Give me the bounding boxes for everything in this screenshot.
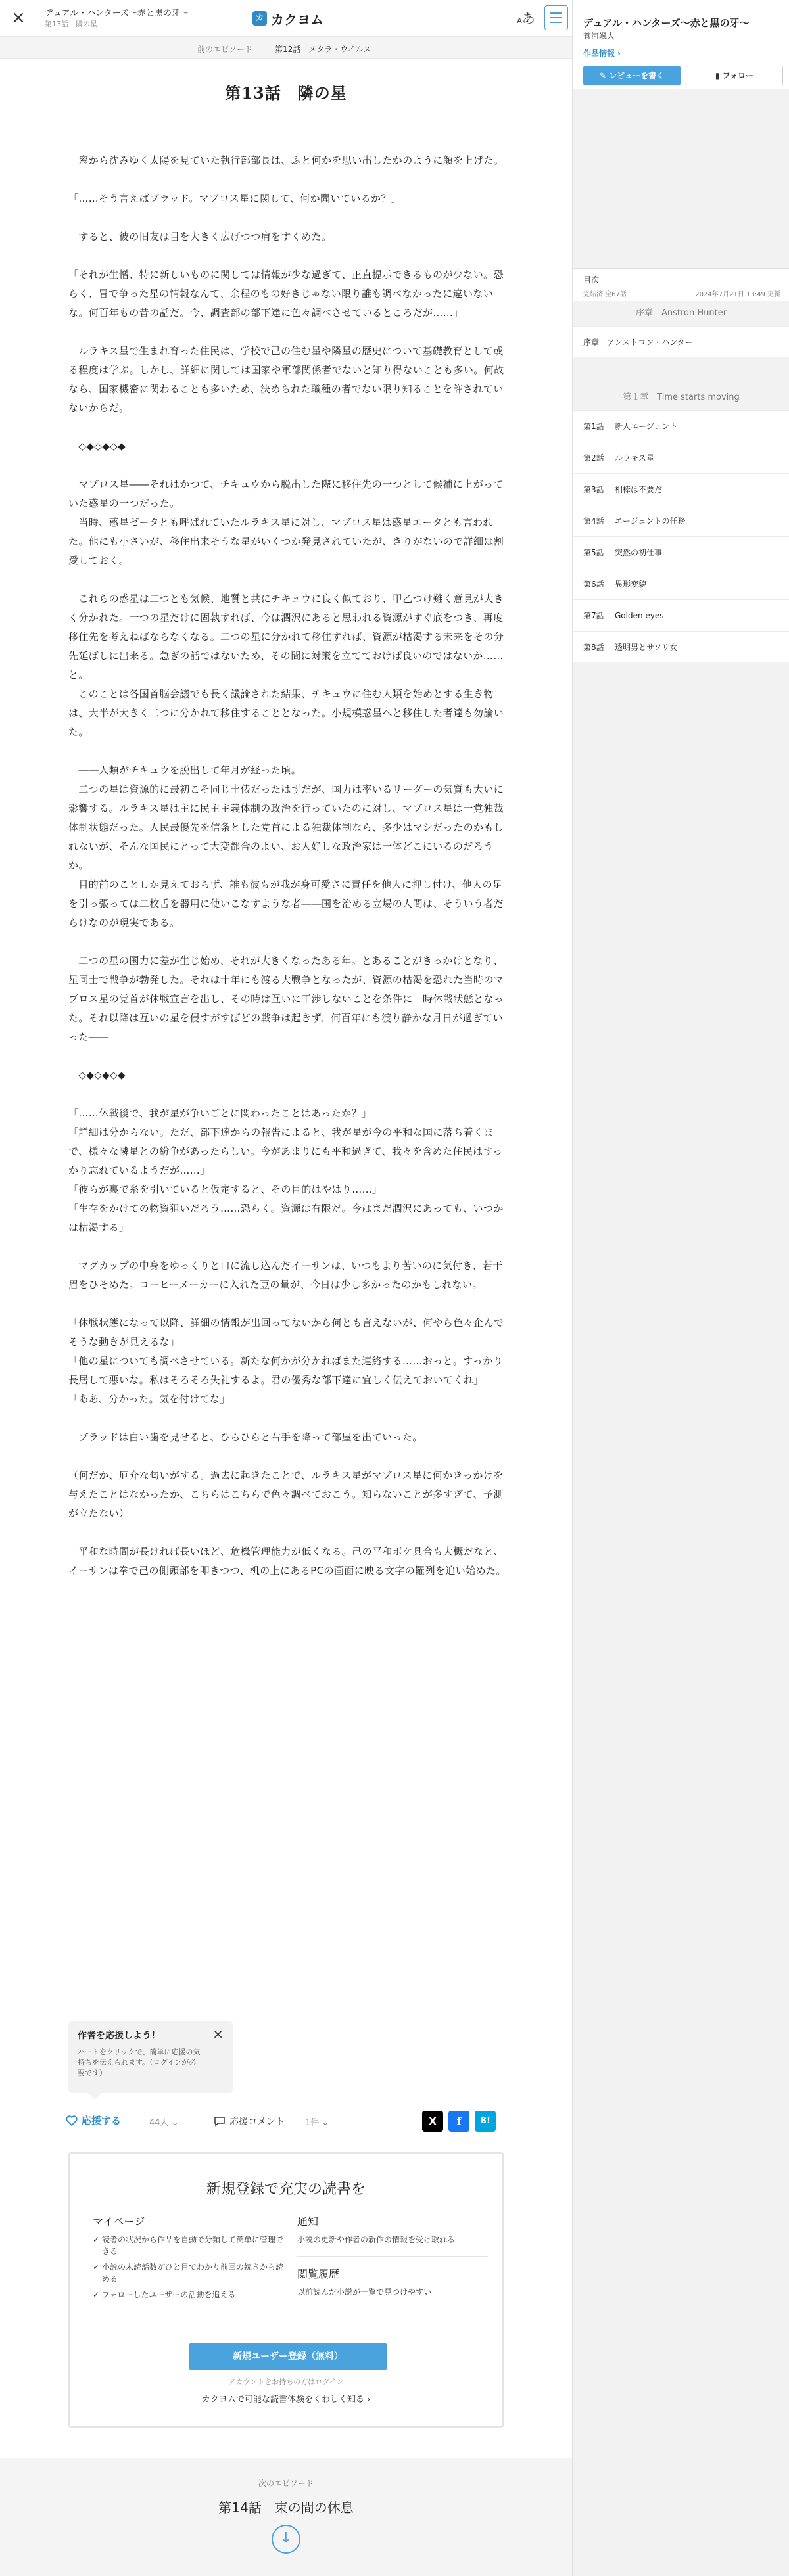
- cheer-count[interactable]: 44人 ⌄: [149, 2118, 179, 2128]
- logo-text: カクヨム: [271, 11, 323, 28]
- toc-item[interactable]: 第4話 エージェントの任務: [573, 505, 789, 536]
- body-paragraph: [68, 456, 509, 475]
- body-paragraph: ルラキス星で生まれ育った住民は、学校で己の住む星や隣星の歴史について基礎教育として或る程度は学ぶ。しかし、詳細に関しては国家や軍部関係者でないと知り得ないことも多い。何故なら、国家機密に関わることも多いため、決められた職種の者でない限り知ることを許されていないからだ。: [68, 345, 504, 414]
- toc-chapter-heading: 序章 Anstron Hunter: [573, 301, 789, 326]
- toc-item[interactable]: 序章 アンストロン・ハンター: [573, 326, 789, 357]
- notice-title: 通知: [297, 2215, 319, 2228]
- episode-body: [68, 151, 509, 1580]
- share-facebook-icon[interactable]: f: [448, 2111, 469, 2132]
- toc-item[interactable]: 第5話 突然の初仕事: [573, 536, 789, 568]
- body-paragraph: ブラッドは白い歯を見せると、ひらひらと右手を降って部屋を出ていった。: [68, 1431, 423, 1443]
- body-paragraph: [68, 932, 509, 952]
- body-paragraph: 「他の星についても調べさせている。新たな何かが分かればまた連絡する……おっと。すっかり長居して悪いな。私はそろそろ失礼するよ。君の優秀な部下達に宜しく伝えておいてくれ」: [68, 1355, 504, 1386]
- body-paragraph: [68, 1447, 509, 1466]
- register-button[interactable]: 新規ユーザー登録（無料）: [189, 2343, 387, 2370]
- toc-title: 目次: [583, 275, 600, 285]
- hamburger-icon: [550, 12, 562, 14]
- mypage-title: マイページ: [93, 2215, 145, 2228]
- font-size-icon: A: [517, 16, 522, 25]
- body-paragraph: 「詳細は分からない。ただ、部下達からの報告によると、我が星が今の平和な国に落ち着くまで、様々な隣星との紛争があったらしい。今があまりにも平和過ぎて、我々を含めた住民はすっかり忘れているようだが……」: [68, 1126, 503, 1176]
- body-paragraph: [68, 246, 509, 265]
- body-paragraph: ◇◆◇◆◇◆: [68, 440, 126, 452]
- feature-item: ✓ 小説の未読話数がひと目でわかり前回の続きから読める: [93, 2261, 283, 2285]
- feature-item: ✓ フォローしたユーザーの活動を追える: [93, 2289, 283, 2301]
- body-paragraph: 「生存をかけての物資狙いだろう……恐らく。資源は有限だ。今はまだ潤沢にあっても、いつかは枯渇する」: [68, 1203, 504, 1233]
- body-paragraph: このことは各国首脳会議でも長く議論された結果、チキュウに住む人類を始めとする生き物は、大半が大きく二つに分かれて移住することとなった。小規模惑星へと移住した者達も勿論いた。: [68, 688, 504, 738]
- body-paragraph: すると、彼の旧友は目を大きく広げつつ肩をすくめた。: [68, 231, 332, 242]
- toc-item[interactable]: 第1話 新人エージェント: [573, 410, 789, 442]
- kakuyomu-logo[interactable]: [252, 9, 323, 28]
- history-title: 閲覧履歴: [297, 2268, 340, 2280]
- toc-item[interactable]: 第8話 透明男とサソリ女: [573, 631, 789, 662]
- learn-more-link[interactable]: カクヨムで可能な読書体験をくわしく知る ›: [201, 2395, 371, 2404]
- body-paragraph: ◇◆◇◆◇◆: [68, 1069, 126, 1081]
- sidebar-work-header: [573, 0, 789, 89]
- chevron-down-icon: ⌄: [322, 2118, 329, 2128]
- pencil-icon: ✎: [599, 71, 610, 80]
- body-paragraph: 二つの星は資源的に最初こそ同じ土俵だったはずだが、国力は率いるリーダーの気質も大いに影響する。ルラキス星は主に民主主義体制の政治を行っていたのに対し、マブロス星は一党独裁体制状態だった。人民最優先を信条とした党首による独裁体制なら、多少はマシだったのかもしれないが、そんな国民にとって大変都合のよい、お人好しな政治家は一体どこにいるのだろうか。: [68, 783, 504, 871]
- body-paragraph: [68, 323, 509, 342]
- toc-item[interactable]: 第2話 ルラキス星: [573, 442, 789, 473]
- register-box: [68, 2152, 504, 2428]
- body-paragraph: 二つの星の国力に差が生じ始め、それが大きくなったある年。とあることがきっかけとなり、星同士で戦争が勃発した。それは十年にも渡る大戦争となったが、資源の枯渇を恐れた当時のマブロス星の党首が休戦宣言を出し、その時は互いに干渉しないことを条件に一時休戦状態となった。それ以降は互いの星を侵すがすぼどの戦争は起きず、何百年にも渡り静かな月日が過ぎていった――: [68, 955, 504, 1043]
- body-paragraph: [68, 1295, 509, 1314]
- sidebar-author[interactable]: 蒼河颯人: [583, 32, 615, 41]
- support-popup: [68, 2021, 233, 2093]
- close-icon[interactable]: ×: [11, 8, 26, 28]
- bookmark-icon: ▮: [715, 71, 723, 80]
- body-paragraph: [68, 570, 509, 589]
- write-review-button[interactable]: ✎ レビューを書く: [583, 66, 681, 85]
- body-paragraph: 「休戦状態になって以降、詳細の情報が出回ってないから何とも言えないが、何やら色々企んでそうな動きが見えるな」: [68, 1317, 504, 1348]
- body-paragraph: マブロス星――それはかつて、チキュウから脱出した際に移住先の一つとして候補に上がっていた惑星の一つだった。: [68, 478, 504, 509]
- body-paragraph: [68, 1237, 509, 1256]
- toc-updated: 2024年7月21日 13:49 更新: [695, 291, 780, 298]
- body-paragraph: [68, 170, 509, 189]
- body-paragraph: （何だか、厄介な匂いがする。過去に起きたことで、ルラキス星がマブロス星に何かきっかけを与えたことはなかったか、こちらはこちらで色々調べておこう。知らないことが多すぎて、予測が立たない）: [68, 1469, 504, 1519]
- font-size-label: あ: [521, 11, 535, 26]
- support-bar: [66, 2108, 506, 2134]
- comment-count[interactable]: 1件 ⌄: [305, 2118, 329, 2128]
- chevron-down-icon: ⌄: [171, 2118, 179, 2128]
- feature-item: ✓ 読者の状況から作品を自動で分類して簡単に管理できる: [93, 2234, 283, 2257]
- body-paragraph: 「それが生憎、特に新しいものに関しては情報が少な過ぎて、正直提示できるものが少ない。恐らく、冒で争った星の情報なんて、余程のもの好きじゃない限り誰も調べなかったに違いないな。何百年もの昔の話だ。今、調査部の部下達に色々調べさせているところだが……」: [68, 269, 504, 319]
- register-title: 新規登録で充実の読書を: [206, 2181, 366, 2197]
- body-paragraph: マグカップの中身をゆっくりと口に流し込んだイーサンは、いつもより苦いのに気付き、若干眉をひそめた。コーヒーメーカーに入れた豆の量が、今日は少し多かったのかもしれない。: [68, 1260, 503, 1291]
- follow-button[interactable]: ▮ フォロー: [686, 66, 783, 85]
- body-paragraph: ――人類がチキュウを脱出して年月が経った頃。: [68, 764, 302, 776]
- body-paragraph: [68, 208, 509, 227]
- notice-desc: 小説の更新や作者の新作の情報を受け取れる: [297, 2235, 456, 2244]
- close-icon[interactable]: ×: [212, 2026, 224, 2042]
- toc-menu-button[interactable]: [544, 5, 568, 30]
- toc-chapter-heading: 第１章 Time starts moving: [573, 385, 789, 410]
- divider: [297, 2256, 488, 2257]
- body-paragraph: [68, 1409, 509, 1428]
- toc-item[interactable]: 第6話 異形変貌: [573, 568, 789, 599]
- sidebar-work-title[interactable]: デュアル・ハンターズ〜赤と黒の牙〜: [583, 17, 750, 29]
- toc-count: 完結済 全67話: [583, 291, 627, 298]
- support-popup-title: 作者を応援しよう！: [78, 2031, 160, 2041]
- font-size-button[interactable]: [513, 8, 539, 29]
- toc-item[interactable]: 第3話 相棒は不要だ: [573, 473, 789, 505]
- episode-title: 第13話 隣の星: [225, 83, 347, 103]
- next-episode[interactable]: [0, 2458, 572, 2576]
- body-paragraph: [68, 742, 509, 761]
- body-paragraph: 目的前のことしか見えておらず、誰も彼もが我が身可愛さに責任を他人に押し付け、他人の足を引っ張っては二枚舌を器用に使いこなすような者――国を治める立場の人間は、そういう者だらけなのが現実である。: [68, 879, 504, 929]
- header-work-title[interactable]: デュアル・ハンターズ〜赤と黒の牙〜: [45, 9, 189, 18]
- next-episode-label: 次のエピソード: [258, 2479, 314, 2488]
- work-info-link[interactable]: 作品情報 ›: [583, 49, 621, 58]
- episode-nav: [0, 37, 572, 59]
- prev-episode-link[interactable]: 第12話 メタラ・ウイルス: [275, 45, 371, 54]
- history-desc: 以前読んだ小説が一覧で見つけやすい: [297, 2288, 432, 2297]
- body-paragraph: [68, 1523, 509, 1542]
- body-paragraph: 平和な時間が長ければ長いほど、危機管理能力が低くなる。己の平和ボケ具合も大概だなと、イーサンは拳で己の側頭部を叩きつつ、机の上にあるPCの画面に映る文字の羅列を追い始めた。: [68, 1546, 506, 1576]
- body-paragraph: 「ああ、分かった。気を付けてな」: [68, 1393, 230, 1405]
- heart-icon: [66, 2115, 78, 2126]
- toc-item[interactable]: 第7話 Golden eyes: [573, 599, 789, 631]
- body-paragraph: 「……そう言えばブラッド。マブロス星に関して、何か聞いているか？」: [68, 193, 402, 204]
- support-popup-desc: ハートをクリックで、簡単に応援の気持ちを伝えられます。（ログインが必要です）: [78, 2048, 201, 2077]
- login-link[interactable]: アカウントをお持ちの方はログイン: [228, 2378, 344, 2386]
- cheer-button[interactable]: [66, 2113, 121, 2127]
- mypage-features: [93, 2234, 283, 2301]
- comment-icon: [214, 2116, 226, 2127]
- body-paragraph: [68, 418, 509, 437]
- prev-episode-label[interactable]: 前のエピソード: [197, 45, 253, 54]
- body-paragraph: [68, 1047, 509, 1066]
- comment-label: 応援コメント: [229, 2117, 285, 2127]
- share-hatena-icon[interactable]: B!: [475, 2111, 496, 2132]
- body-paragraph: 「……休戦後で、我が星が争いごとに関わったことはあったか？」: [68, 1107, 372, 1119]
- cheer-label: 応援する: [82, 2115, 122, 2127]
- header-episode-subtitle: 第13話 隣の星: [45, 20, 97, 28]
- body-paragraph: 窓から沈みゆく太陽を見ていた執行部部長は、ふと何かを思い出したかのように顔を上げた。: [68, 154, 504, 166]
- share-x-icon[interactable]: X: [422, 2111, 443, 2132]
- toc-sidebar: [572, 0, 789, 2576]
- register-mypage-col: [93, 2213, 283, 2305]
- body-paragraph: 当時、惑星ゼータとも呼ばれていたルラキス星に対し、マブロス星は惑星エータとも言われた。他にも小さいが、移住出来そうな星がいくつか発見されていたが、きりがないので詳細は割愛しておく。: [68, 517, 504, 566]
- body-paragraph: 「彼らが裏で糸を引いていると仮定すると、その目的はやはり……」: [68, 1184, 383, 1195]
- register-notice-col: [297, 2213, 488, 2309]
- next-episode-title[interactable]: 第14話 束の間の休息: [218, 2500, 354, 2516]
- toc-header: [573, 268, 789, 301]
- comment-button[interactable]: [214, 2115, 285, 2128]
- arrow-down-icon[interactable]: ↓: [272, 2525, 300, 2554]
- body-paragraph: [68, 1085, 509, 1104]
- body-paragraph: これらの惑星は二つとも気候、地質と共にチキュウに良く似ており、甲乙つけ難く意見が大きく分かれた。一つの星だけに固執すれば、今は潤沢にあると思われる資源がすぐ底をつき、再度移住先を考えねばならなくなる。二つの星に分かれて移住すれば、資源が枯渇する未来をその分先延ばしに出来る。急ぎの話ではないため、その間に対策を立てておけば良いのではないか……と。: [68, 593, 504, 681]
- logo-mark-icon: カ: [252, 11, 267, 26]
